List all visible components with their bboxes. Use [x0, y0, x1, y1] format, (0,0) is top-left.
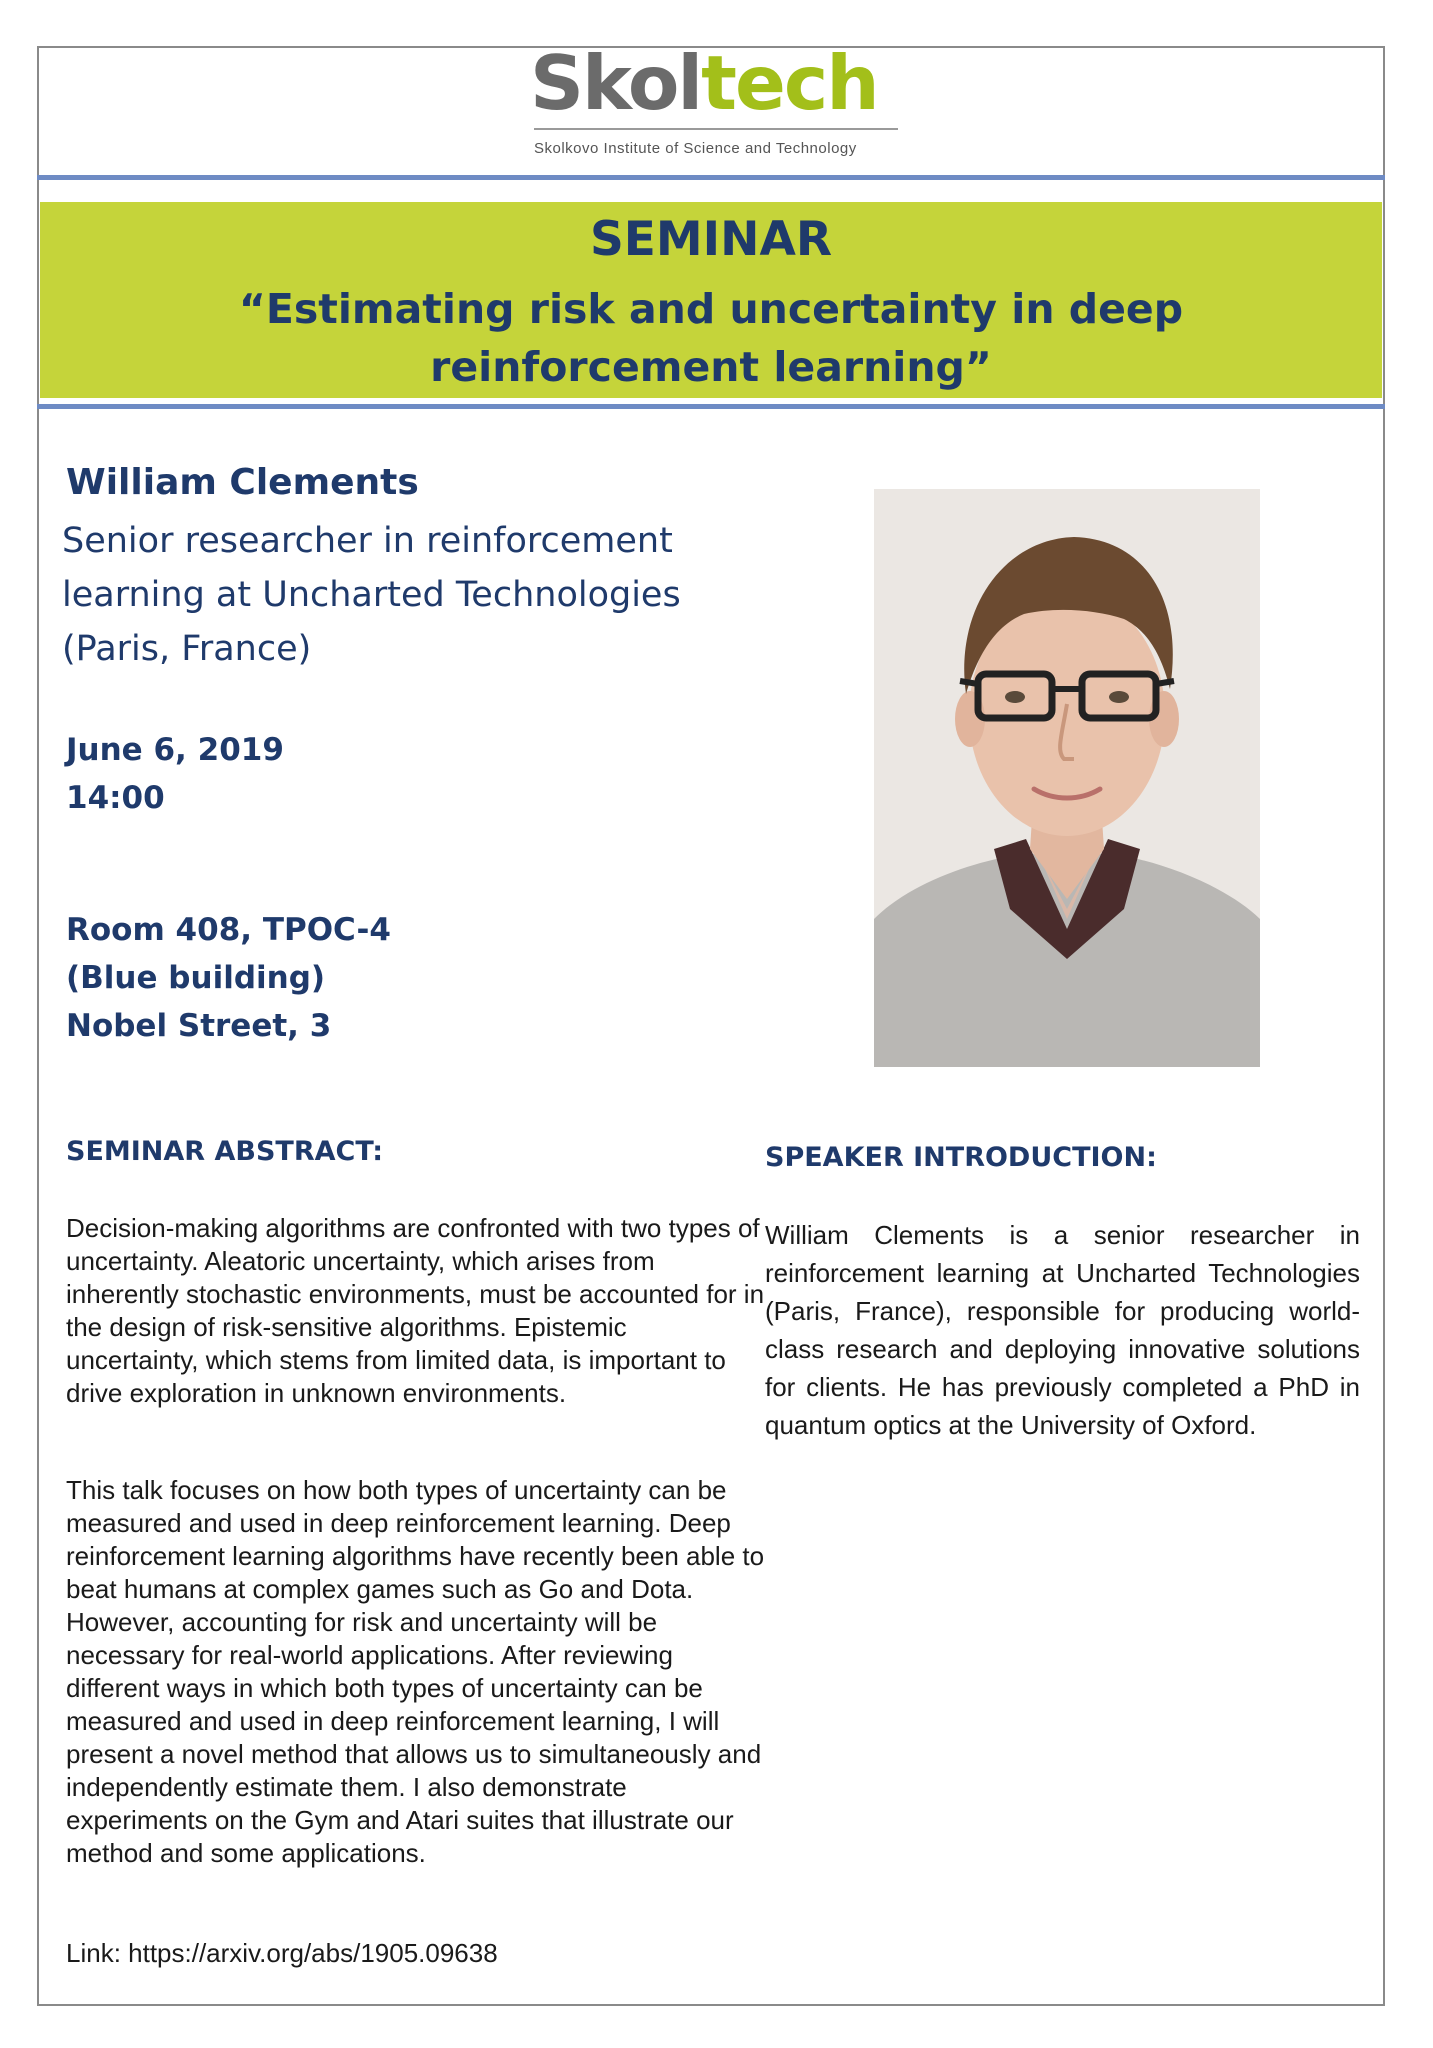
event-location [66, 906, 391, 1050]
abstract-paragraph: Decision-making algorithms are confronted with two types of uncertainty. Aleatoric uncertainty, which arises from inherently stochastic environments, must be accounted for in the design of risk-sensitive algorithms. Epistemic uncertainty, which stems from limited data, is important to drive exploration in unknown environments. [66, 1213, 765, 1408]
seminar-banner [40, 202, 1382, 398]
location-line: Room 408, TPOC-4 [66, 912, 391, 948]
location-line: Nobel Street, 3 [66, 1008, 332, 1044]
speaker-name: William Clements [66, 462, 419, 503]
event-time: 14:00 [66, 780, 165, 816]
speaker-role: Senior researcher in reinforcement learning at Uncharted Technologies (Paris, France) [62, 521, 681, 669]
abstract-paragraph: This talk focuses on how both types of uncertainty can be measured and used in deep reinforcement learning. Deep reinforcement learning algorithms have recently been able to beat humans at complex games such as Go and Dota. However, accounting for risk and uncertainty will be necessary for real-world applications. After reviewing different ways in which both types of uncertainty can be measured and used in deep reinforcement learning, I will present a novel method that allows us to simultaneously and independently estimate them. I also demonstrate experiments on the Gym and Atari suites that illustrate our method and some applications. [66, 1475, 765, 1868]
banner-heading: SEMINAR [589, 212, 833, 267]
seminar-title: “Estimating risk and uncertainty in deep reinforcement learning” [238, 285, 1184, 391]
introduction-paragraph: William Clements is a senior researcher in reinforcement learning at Uncharted Technologies (Paris, France), responsible for producing world-class research and deploying innovative solutions for clients. He has previously completed a PhD in quantum optics at the University of Oxford. [765, 1220, 1360, 1440]
speaker-portrait-illustration [874, 489, 1260, 1067]
paper-link[interactable]: Link: https://arxiv.org/abs/1905.09638 [66, 1938, 498, 1968]
location-line: (Blue building) [66, 960, 326, 996]
top-divider [37, 175, 1385, 180]
bottom-divider [37, 404, 1385, 409]
introduction-heading: SPEAKER INTRODUCTION: [765, 1142, 1157, 1173]
skoltech-logo [530, 39, 902, 164]
logo-wordmark: Skoltech [530, 39, 878, 127]
abstract-heading: SEMINAR ABSTRACT: [66, 1136, 384, 1167]
event-date: June 6, 2019 [66, 732, 284, 768]
logo-subtitle: Skolkovo Institute of Science and Technology [534, 140, 857, 157]
speaker-photo [874, 489, 1260, 1067]
logo-divider [534, 128, 898, 130]
